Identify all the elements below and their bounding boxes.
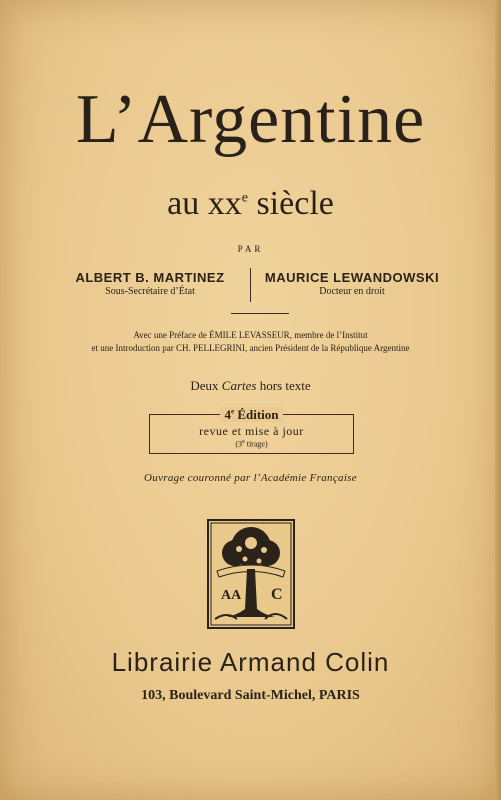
maps-note [0,378,501,394]
edition-printing [150,439,353,449]
publisher-address: 103, Boulevard Saint-Michel, PARIS [141,688,360,703]
edition-sup: e [230,407,235,416]
maps-italic: Cartes [221,378,257,393]
tirage-sup: e [242,439,245,445]
tirage-pre: (3 [235,439,243,449]
subtitle-sup: e [241,190,248,206]
maps-pre: Deux [190,378,222,393]
book-subtitle [0,185,501,223]
edition-label [150,406,353,424]
preface-line-2: et une Introduction par CH. PELLEGRINI, ancien Président de la République Argentine [91,343,410,353]
emblem-letter-left: AA [221,588,242,603]
subtitle-main: au xx [167,185,242,222]
edition-revision: revue et mise à jour [199,424,304,438]
publisher-name: Librairie Armand Colin [111,647,390,677]
edition-box [149,407,354,454]
edition-num: 4 [224,407,231,422]
author-name: MAURICE LEWANDOWSKI [264,270,440,285]
book-title: L’Argentine [75,81,426,158]
author-name: ALBERT B. MARTINEZ [75,270,225,285]
author-divider [250,268,251,302]
author-role: Docteur en droit [319,286,385,297]
preface-line-1: Avec une Préface de ÉMILE LEVASSEUR, membre de l’Institut [133,330,368,340]
author-right [262,270,442,297]
award-line: Ouvrage couronné par l’Académie Française [144,472,357,484]
section-rule [231,313,289,314]
tree-emblem-icon [207,519,295,629]
author-role: Sous-Secrétaire d’État [105,286,195,297]
subtitle-end: siècle [247,185,334,222]
edition-word: Édition [234,407,279,422]
emblem-letter-right: C [271,586,283,603]
maps-post: hors texte [256,378,311,393]
by-label: PAR [237,244,264,254]
author-left [60,270,240,297]
edition-text [220,407,282,422]
tirage-post: tirage) [244,439,268,449]
